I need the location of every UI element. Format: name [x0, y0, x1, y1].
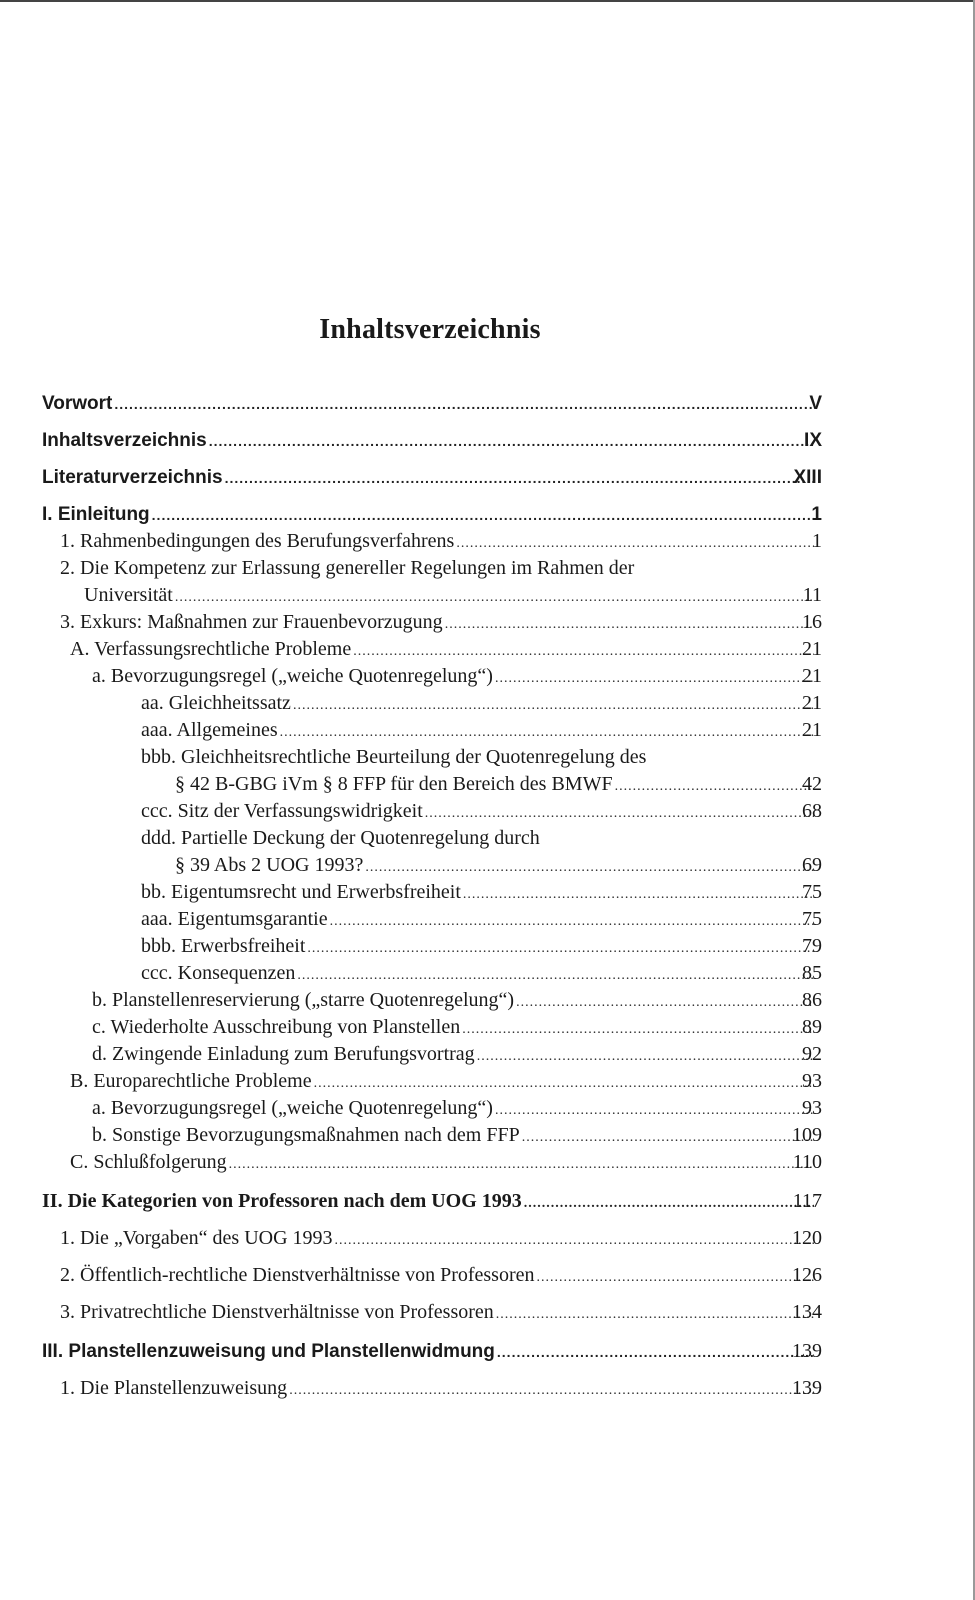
toc-label: bbb. Gleichheitsrechtliche Beurteilung der Quotenregelung des [141, 746, 647, 768]
toc-entry [42, 906, 822, 933]
toc-page: 42 [802, 773, 822, 795]
toc-entry [42, 663, 822, 690]
toc-page: 110 [792, 1151, 822, 1173]
leader-dots [365, 854, 814, 881]
toc-entry-inhaltsverzeichnis [42, 427, 822, 454]
toc-page: 93 [802, 1097, 822, 1119]
toc-label: bb. Eigentumsrecht und Erwerbsfreiheit [141, 881, 461, 903]
toc-entry [42, 960, 822, 987]
toc-label: 1. Die „Vorgaben“ des UOG 1993 [60, 1227, 333, 1249]
toc-page: 75 [802, 881, 822, 903]
toc-entry [42, 582, 822, 609]
leader-dots [293, 692, 814, 719]
toc-entry [42, 690, 822, 717]
leader-dots [280, 719, 814, 746]
page-title: Inhaltsverzeichnis [319, 314, 541, 345]
toc-page: 139 [792, 1377, 822, 1399]
leader-dots [229, 1151, 814, 1178]
toc-entry [42, 852, 822, 879]
toc-entry [42, 717, 822, 744]
leader-dots [175, 584, 814, 611]
toc-entry [42, 879, 822, 906]
toc-page: 85 [802, 962, 822, 984]
toc-page: 11 [802, 584, 822, 606]
toc-label: Literaturverzeichnis [42, 467, 223, 488]
toc-page: 75 [802, 908, 822, 930]
toc-page: 134 [792, 1301, 822, 1323]
toc-page: IX [804, 430, 822, 451]
toc-page: 68 [802, 800, 822, 822]
toc-label: d. Zwingende Einladung zum Berufungsvortrag [92, 1043, 475, 1065]
toc-entry [42, 528, 822, 555]
toc-page: 92 [802, 1043, 822, 1065]
toc-entry [42, 771, 822, 798]
toc-page: 21 [802, 692, 822, 714]
toc-entry [42, 744, 822, 771]
toc-entry [42, 555, 822, 582]
leader-dots [289, 1377, 814, 1404]
toc-label: § 39 Abs 2 UOG 1993? [175, 854, 364, 876]
toc-label: B. Europarechtliche Probleme [70, 1070, 312, 1092]
toc-label: bbb. Erwerbsfreiheit [141, 935, 306, 957]
toc-label: c. Wiederholte Ausschreibung von Planstellen [92, 1016, 461, 1038]
toc-label: § 42 B-GBG iVm § 8 FFP für den Bereich des BMWF [175, 773, 613, 795]
toc-label: aa. Gleichheitssatz [141, 692, 291, 714]
toc-entry-section-2 [42, 1188, 822, 1215]
toc-page: XIII [793, 467, 822, 488]
toc-entry-literaturverzeichnis [42, 464, 822, 491]
toc-entry [42, 825, 822, 852]
toc-label: b. Planstellenreservierung („starre Quotenregelung“) [92, 989, 515, 1011]
toc-page: V [809, 393, 822, 414]
toc-page: 93 [802, 1070, 822, 1092]
toc-label: aaa. Allgemeines [141, 719, 278, 741]
toc-label: 1. Rahmenbedingungen des Berufungsverfahrens [60, 530, 455, 552]
toc-entry [42, 933, 822, 960]
toc-label: C. Schlußfolgerung [70, 1151, 227, 1173]
leader-dots [330, 908, 814, 935]
toc-label: III. Planstellenzuweisung und Planstellenwidmung [42, 1341, 495, 1362]
toc-entry [42, 1095, 822, 1122]
leader-dots [456, 530, 814, 557]
toc-label: Vorwort [42, 393, 113, 414]
leader-dots [353, 638, 814, 665]
toc-entry [42, 1262, 822, 1289]
leader-dots [225, 465, 814, 492]
leader-dots [307, 935, 814, 962]
toc-page: 89 [802, 1016, 822, 1038]
toc-page: 21 [802, 719, 822, 741]
toc-page: 126 [792, 1264, 822, 1286]
toc-entry [42, 1299, 822, 1326]
leader-dots [114, 391, 814, 418]
toc-page: 139 [792, 1340, 822, 1362]
toc-page: 1 [812, 530, 822, 552]
toc-entry [42, 1068, 822, 1095]
toc-label: Universität [84, 584, 173, 606]
toc-entry [42, 1014, 822, 1041]
toc-page: 120 [792, 1227, 822, 1249]
toc-entry [42, 1122, 822, 1149]
page-top-edge [0, 0, 975, 2]
toc-label: b. Sonstige Bevorzugungsmaßnahmen nach dem FFP [92, 1124, 520, 1146]
leader-dots [209, 428, 814, 455]
leader-dots [297, 962, 814, 989]
toc-page: 16 [802, 611, 822, 633]
toc-label: 1. Die Planstellenzuweisung [60, 1377, 288, 1399]
toc-entry [42, 798, 822, 825]
toc-page: 79 [802, 935, 822, 957]
toc-page: 69 [802, 854, 822, 876]
toc-entry-vorwort [42, 390, 822, 417]
toc-label: aaa. Eigentumsgarantie [141, 908, 328, 930]
leader-dots [152, 502, 814, 529]
toc-label: ddd. Partielle Deckung der Quotenregelung durch [141, 827, 540, 849]
toc-page: 1 [811, 504, 822, 525]
toc-page: 117 [792, 1190, 822, 1212]
table-of-contents [42, 390, 822, 1402]
leader-dots [445, 611, 814, 638]
leader-dots [425, 800, 814, 827]
toc-label: ccc. Konsequenzen [141, 962, 296, 984]
toc-label: a. Bevorzugungsregel („weiche Quotenregelung“) [92, 1097, 493, 1119]
toc-label: 3. Exkurs: Maßnahmen zur Frauenbevorzugung [60, 611, 443, 633]
toc-entry [42, 1149, 822, 1176]
toc-label: 3. Privatrechtliche Dienstverhältnisse von Professoren [60, 1301, 494, 1323]
toc-entry [42, 609, 822, 636]
toc-label: A. Verfassungsrechtliche Probleme [70, 638, 352, 660]
toc-entry [42, 1041, 822, 1068]
toc-entry [42, 987, 822, 1014]
toc-page: 21 [802, 638, 822, 660]
toc-label: a. Bevorzugungsregel („weiche Quotenregelung“) [92, 665, 493, 687]
leader-dots [335, 1227, 814, 1254]
toc-entry-einleitung [42, 501, 822, 528]
toc-label: I. Einleitung [42, 504, 150, 525]
toc-label: 2. Die Kompetenz zur Erlassung genereller Regelungen im Rahmen der [60, 557, 635, 579]
toc-label: II. Die Kategorien von Professoren nach dem UOG 1993 [42, 1190, 522, 1212]
toc-entry [42, 636, 822, 663]
leader-dots [314, 1070, 814, 1097]
toc-label: Inhaltsverzeichnis [42, 430, 207, 451]
toc-entry-section-3 [42, 1338, 822, 1365]
toc-label: 2. Öffentlich-rechtliche Dienstverhältnisse von Professoren [60, 1264, 535, 1286]
toc-page: 86 [802, 989, 822, 1011]
toc-label: ccc. Sitz der Verfassungswidrigkeit [141, 800, 423, 822]
toc-page: 21 [802, 665, 822, 687]
toc-entry [42, 1225, 822, 1252]
toc-page: 109 [792, 1124, 822, 1146]
toc-entry [42, 1375, 822, 1402]
